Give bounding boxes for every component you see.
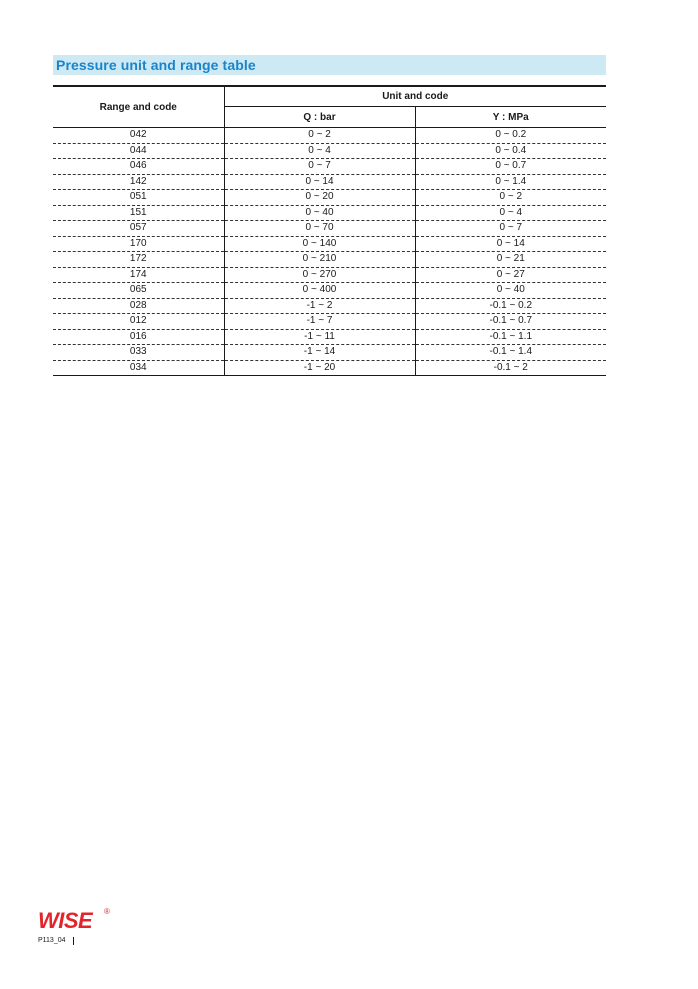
range-code-cell: 172 <box>53 252 224 268</box>
mpa-range-cell: 0 ~ 27 <box>415 267 606 283</box>
table-row <box>53 329 606 345</box>
bar-range-cell: -1 ~ 7 <box>224 314 415 330</box>
logo-wordmark: WISE <box>38 908 93 933</box>
footer-divider <box>73 937 74 945</box>
table-row <box>53 221 606 237</box>
range-code-cell: 046 <box>53 159 224 175</box>
range-code-cell: 033 <box>53 345 224 361</box>
range-code-cell: 042 <box>53 128 224 144</box>
range-code-cell: 174 <box>53 267 224 283</box>
bar-range-cell: 0 ~ 70 <box>224 221 415 237</box>
bar-range-cell: -1 ~ 14 <box>224 345 415 361</box>
bar-range-cell: 0 ~ 140 <box>224 236 415 252</box>
table-row <box>53 267 606 283</box>
pressure-range-table-container <box>53 85 606 376</box>
section-title-bar <box>53 55 606 75</box>
mpa-range-cell: 0 ~ 14 <box>415 236 606 252</box>
range-code-cell: 012 <box>53 314 224 330</box>
range-code-cell: 065 <box>53 283 224 299</box>
range-code-cell: 034 <box>53 360 224 376</box>
range-code-cell: 028 <box>53 298 224 314</box>
page-code: P113_04 <box>38 937 66 944</box>
table-row <box>53 236 606 252</box>
registered-mark: ® <box>104 907 110 916</box>
bar-range-cell: -1 ~ 2 <box>224 298 415 314</box>
table-row <box>53 159 606 175</box>
bar-range-cell: 0 ~ 270 <box>224 267 415 283</box>
table-row <box>53 360 606 376</box>
unit-and-code-header: Unit and code <box>224 86 606 107</box>
table-row <box>53 143 606 159</box>
bar-range-cell: 0 ~ 210 <box>224 252 415 268</box>
mpa-range-cell: -0.1 ~ 1.1 <box>415 329 606 345</box>
range-code-cell: 016 <box>53 329 224 345</box>
bar-range-cell: -1 ~ 11 <box>224 329 415 345</box>
page-title: Pressure unit and range table <box>56 57 256 73</box>
mpa-range-cell: 0 ~ 2 <box>415 190 606 206</box>
bar-range-cell: 0 ~ 2 <box>224 128 415 144</box>
bar-range-cell: 0 ~ 400 <box>224 283 415 299</box>
range-code-cell: 057 <box>53 221 224 237</box>
mpa-range-cell: -0.1 ~ 0.2 <box>415 298 606 314</box>
table-row <box>53 298 606 314</box>
wise-logo <box>37 903 117 935</box>
range-code-cell: 044 <box>53 143 224 159</box>
mpa-range-cell: -0.1 ~ 0.7 <box>415 314 606 330</box>
mpa-range-cell: 0 ~ 1.4 <box>415 174 606 190</box>
bar-range-cell: 0 ~ 7 <box>224 159 415 175</box>
pressure-range-table <box>53 85 606 376</box>
mpa-range-cell: 0 ~ 0.7 <box>415 159 606 175</box>
mpa-range-cell: 0 ~ 0.2 <box>415 128 606 144</box>
bar-range-cell: 0 ~ 20 <box>224 190 415 206</box>
bar-range-cell: -1 ~ 20 <box>224 360 415 376</box>
bar-range-cell: 0 ~ 4 <box>224 143 415 159</box>
table-row <box>53 283 606 299</box>
table-body <box>53 128 606 376</box>
table-row <box>53 174 606 190</box>
table-row <box>53 190 606 206</box>
mpa-range-cell: -0.1 ~ 1.4 <box>415 345 606 361</box>
mpa-range-cell: 0 ~ 0.4 <box>415 143 606 159</box>
bar-range-cell: 0 ~ 14 <box>224 174 415 190</box>
mpa-range-cell: 0 ~ 21 <box>415 252 606 268</box>
range-code-cell: 170 <box>53 236 224 252</box>
table-row <box>53 345 606 361</box>
range-and-code-header: Range and code <box>53 86 224 128</box>
mpa-range-cell: 0 ~ 7 <box>415 221 606 237</box>
range-code-cell: 151 <box>53 205 224 221</box>
table-row <box>53 128 606 144</box>
mpa-range-cell: -0.1 ~ 2 <box>415 360 606 376</box>
range-code-cell: 142 <box>53 174 224 190</box>
y-mpa-header: Y : MPa <box>415 107 606 128</box>
mpa-range-cell: 0 ~ 4 <box>415 205 606 221</box>
bar-range-cell: 0 ~ 40 <box>224 205 415 221</box>
table-row <box>53 252 606 268</box>
table-row <box>53 314 606 330</box>
table-row <box>53 205 606 221</box>
q-bar-header: Q : bar <box>224 107 415 128</box>
mpa-range-cell: 0 ~ 40 <box>415 283 606 299</box>
range-code-cell: 051 <box>53 190 224 206</box>
